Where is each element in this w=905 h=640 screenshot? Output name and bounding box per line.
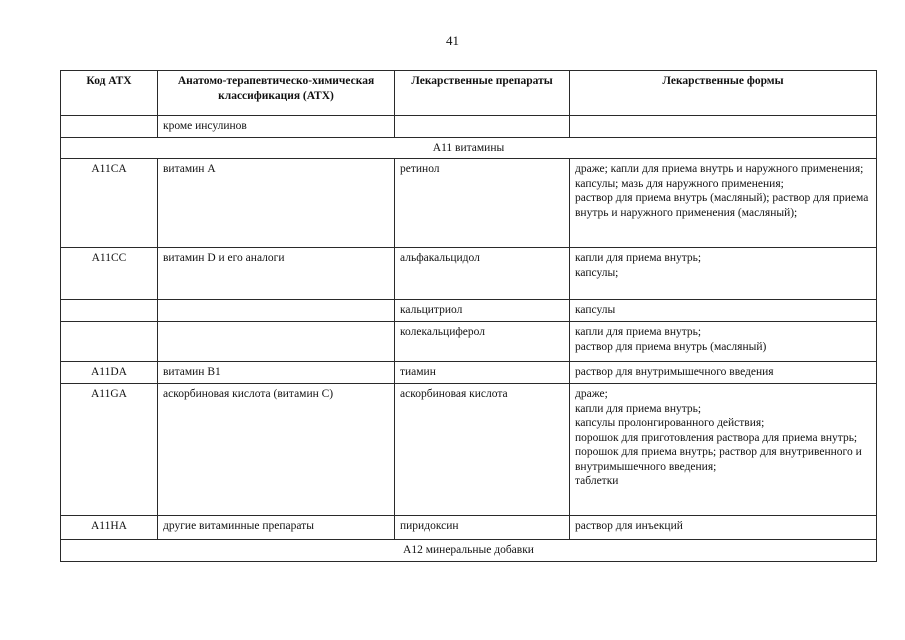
dosage-form-line: капли для приема внутрь; [575,402,702,415]
dosage-form-line: таблетки [575,475,619,487]
atc-code-cell: A11GA [61,384,158,516]
table-row [61,159,877,248]
atc-code-cell [61,300,158,322]
classification-cell: витамин А [158,159,395,248]
atc-code-cell: A11CC [61,248,158,300]
header-classification: Анатомо-терапевтическо-химическая классификация (АТХ) [158,71,395,116]
dosage-form-line: раствор для приема внутрь (масляный) [575,340,767,353]
atc-table [60,70,877,562]
section-row [61,540,877,562]
table-row [61,116,877,138]
classification-cell [158,322,395,362]
table-row [61,248,877,300]
classification-cell: кроме инсулинов [158,116,395,138]
atc-code-cell [61,322,158,362]
atc-code-cell: A11DA [61,362,158,384]
dosage-form-line: капли для приема внутрь; [575,252,702,264]
header-drugs: Лекарственные препараты [395,71,570,116]
header-row [61,71,877,116]
drug-cell [395,116,570,138]
dosage-form-line: драже; [575,388,608,400]
forms-cell [570,362,877,384]
dosage-form-line: капсулы [575,304,616,316]
dosage-form-line: раствор для инъекций [575,520,683,532]
drug-cell: аскорбиновая кислота [395,384,570,516]
dosage-form-line: капсулы; [575,266,619,279]
forms-cell [570,384,877,516]
table-row [61,362,877,384]
header-forms: Лекарственные формы [570,71,877,116]
page-number: 41 [446,33,459,48]
classification-cell [158,300,395,322]
atc-code-cell [61,116,158,138]
atc-code-cell: A11HA [61,516,158,540]
dosage-form-line: раствор для внутримышечного введения [575,366,774,378]
dosage-form-line: порошок для приготовления раствора для приема внутрь; [575,431,858,444]
table-row [61,384,877,516]
classification-cell: витамин D и его аналоги [158,248,395,300]
classification-cell: аскорбиновая кислота (витамин С) [158,384,395,516]
table-row [61,516,877,540]
dosage-form-line: порошок для приема внутрь; раствор для внутривенного и внутримышечного введения; [575,446,862,473]
section-label: A12 минеральные добавки [61,540,877,562]
atc-code-cell: A11CA [61,159,158,248]
drug-cell: пиридоксин [395,516,570,540]
drug-cell: колекальциферол [395,322,570,362]
forms-cell [570,248,877,300]
dosage-form-line: драже; капли для приема внутрь и наружного применения; капсулы; мазь для наружного применения; [575,163,864,190]
forms-cell [570,322,877,362]
drug-cell: кальцитриол [395,300,570,322]
dosage-form-line: капли для приема внутрь; [575,326,702,338]
forms-cell [570,116,877,138]
section-label: A11 витамины [61,137,877,159]
drug-cell: альфакальцидол [395,248,570,300]
header-code: Код АТХ [61,71,158,116]
drug-cell: тиамин [395,362,570,384]
dosage-form-line: капсулы пролонгированного действия; [575,417,765,429]
forms-cell [570,300,877,322]
drug-cell: ретинол [395,159,570,248]
classification-cell: другие витаминные препараты [158,516,395,540]
table-row [61,300,877,322]
table-body [61,116,877,562]
dosage-form-line: раствор для приема внутрь (масляный); раствор для приема внутрь и наружного применения (масляный); [575,192,869,219]
forms-cell [570,159,877,248]
section-row [61,137,877,159]
table-row [61,322,877,362]
forms-cell [570,516,877,540]
classification-cell: витамин B1 [158,362,395,384]
